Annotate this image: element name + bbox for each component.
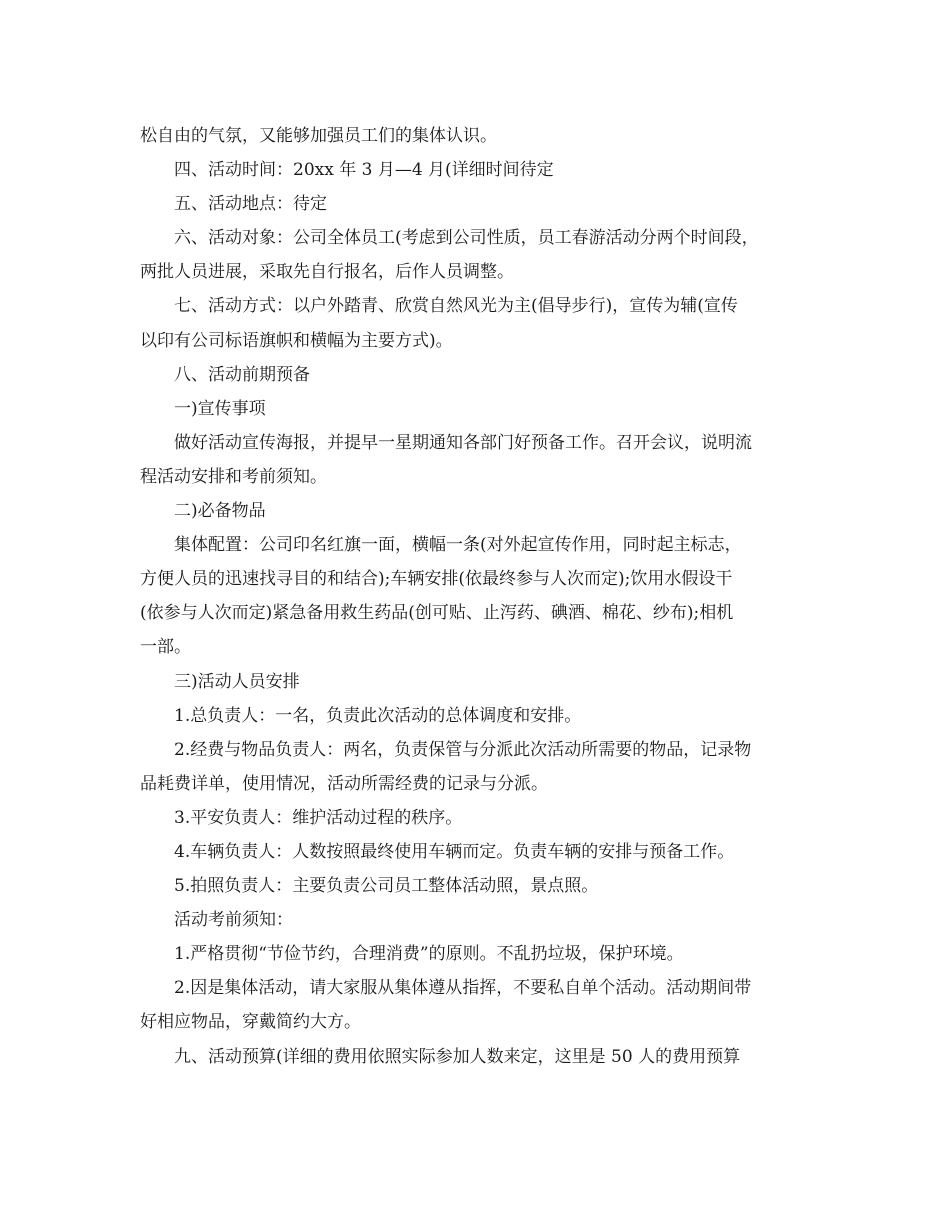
text-line: 好相应物品，穿戴简约大方。 <box>140 1012 361 1033</box>
text-line: 五、活动地点：待定 <box>174 194 327 215</box>
text-line: 做好活动宣传海报，并提早一星期通知各部门好预备工作。召开会议，说明流 <box>174 432 752 453</box>
text-line: 1.严格贯彻“节俭节约，合理消费”的原则。不乱扔垃圾，保护环境。 <box>174 944 684 965</box>
text-line: (依参与人次而定)紧急备用救生药品(创可贴、止泻药、碘酒、棉花、纱布);相机 <box>140 603 734 624</box>
text-line: 九、活动预算(详细的费用依照实际参加人数来定，这里是 50 人的费用预算 <box>174 1046 741 1067</box>
text-line: 品耗费详单，使用情况，活动所需经费的记录与分派。 <box>140 773 548 794</box>
text-line: 3.平安负责人：维护活动过程的秩序。 <box>174 807 463 828</box>
text-line: 4.车辆负责人：人数按照最终使用车辆而定。负责车辆的安排与预备工作。 <box>174 841 735 862</box>
text-line: 2.因是集体活动，请大家服从集体遵从指挥，不要私自单个活动。活动期间带 <box>174 978 752 999</box>
text-line: 四、活动时间：20xx 年 3 月—4 月(详细时间待定 <box>174 160 554 181</box>
text-line: 1.总负责人：一名，负责此次活动的总体调度和安排。 <box>174 705 582 726</box>
text-line: 松自由的气氛，又能够加强员工们的集体认识。 <box>140 126 497 146</box>
text-line: 两批人员进展，采取先自行报名，后作人员调整。 <box>140 262 514 283</box>
text-line: 一)宣传事项 <box>174 398 266 419</box>
text-line: 六、活动对象：公司全体员工(考虑到公司性质，员工春游活动分两个时间段， <box>174 228 759 249</box>
text-line: 5.拍照负责人：主要负责公司员工整体活动照，景点照。 <box>174 876 599 897</box>
text-line: 集体配置：公司印名红旗一面，横幅一条(对外起宣传作用，同时起主标志， <box>174 535 742 556</box>
text-line: 七、活动方式：以户外踏青、欣赏自然风光为主(倡导步行)，宣传为辅(宣传 <box>174 296 738 317</box>
text-line: 活动考前须知： <box>174 910 293 931</box>
text-line: 方便人员的迅速找寻目的和结合);车辆安排(依最终参与人次而定);饮用水假设干 <box>140 569 733 590</box>
text-line: 程活动安排和考前须知。 <box>140 466 327 487</box>
document-body <box>140 119 820 1074</box>
text-line: 三)活动人员安排 <box>174 671 300 692</box>
text-line: 以印有公司标语旗帜和横幅为主要方式)。 <box>140 330 453 351</box>
text-line: 二)必备物品 <box>174 501 266 522</box>
text-line: 2.经费与物品负责人：两名，负责保管与分派此次活动所需要的物品，记录物 <box>174 739 752 760</box>
text-line: 一部。 <box>140 637 191 658</box>
text-line: 八、活动前期预备 <box>174 364 310 385</box>
